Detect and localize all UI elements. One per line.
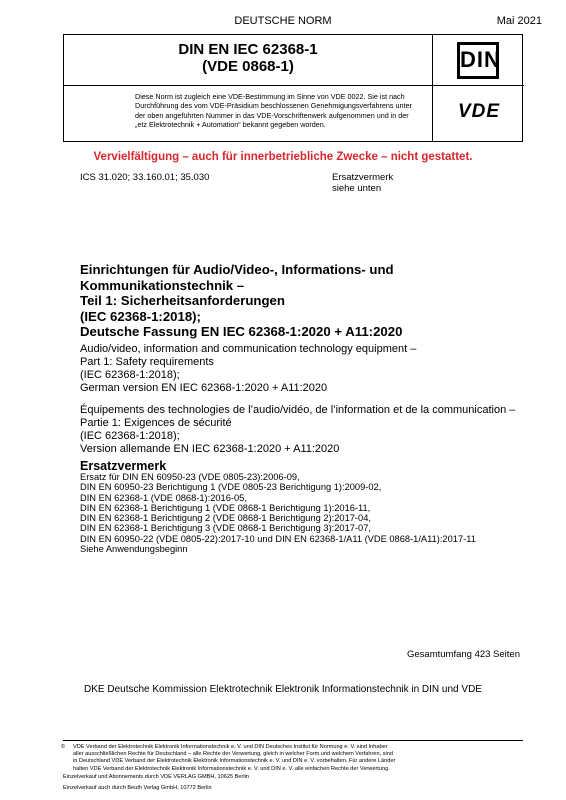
dke-name: DKE Deutsche Kommission Elektrotechnik Elektronik Informationstechnik in DIN und VDE [84,684,482,695]
title-german-line: Einrichtungen für Audio/Video-, Informations- und [80,262,394,277]
din-logo: DIN [457,42,499,79]
replacement-item: DIN EN 60950-22 (VDE 0805-22):2017-10 und DIN EN 62368-1/A11 (VDE 0868-1/A11):2017-11 [80,533,476,544]
footer-rule [63,740,523,741]
title-english-line: Part 1: Safety requirements [80,356,214,368]
sales-info-vde: Einzelverkauf und Abonnements durch VDE VERLAG GMBH, 10625 Berlin [63,774,249,780]
title-french-line: Version allemande EN IEC 62368-1:2020 + A11:2020 [80,443,340,455]
vde-notice-line: Diese Norm ist zugleich eine VDE-Bestimmung im Sinne von VDE 0022. Sie ist nach [135,92,405,101]
replacement-note-line2: siehe unten [332,183,382,194]
replacement-item: DIN EN 62368-1 Berichtigung 3 (VDE 0868-1 Berichtigung 3):2017-07, [80,523,371,534]
title-french-line: Équipements des technologies de l’audio/vidéo, de l’information et de la communication – [80,404,516,416]
standard-number-line1: DIN EN IEC 62368-1 [178,41,318,58]
copyright-line: aller ausschließlichen Rechte für Deutschland – alle Rechte der Verwertung, gleich in welcher Form und welchem Verfahren, sind [73,751,393,758]
title-box-divider [432,35,433,141]
title-german-line: (IEC 62368-1:2018); [80,308,201,324]
vde-notice-line: Durchführung des vom VDE-Präsidium beschlossenen Genehmigungsverfahrens unter [135,101,412,111]
replacement-heading: Ersatzvermerk [80,459,167,473]
vde-notice-line: der oben angeführten Nummer in das VDE-Vorschriftenwerk aufgenommen und in der [135,110,409,120]
copyright-line: halten VDE Verband der Elektrotechnik Elektronik Informationstechnik e. V. und DIN e. V. alle einfachen Rechte der Verwertung. [73,765,390,772]
replacement-item: Siehe Anwendungsbeginn [80,544,188,555]
title-french-line: (IEC 62368-1:2018); [80,430,180,442]
copyright-notice [63,744,523,773]
replacement-list [80,472,550,554]
publication-date: Mai 2021 [496,15,542,27]
title-german-line: Deutsche Fassung EN IEC 62368-1:2020 + A11:2020 [80,324,403,339]
total-pages: Gesamtumfang 423 Seiten [406,649,520,660]
replacement-note [332,172,393,194]
vde-logo: VDE [457,101,501,122]
title-german-line: Kommunikationstechnik – [80,277,245,293]
replacement-item: DIN EN 62368-1 (VDE 0868-1):2016-05, [80,492,247,503]
replacement-item: Ersatz für DIN EN 60950-23 (VDE 0805-23):2006-09, [80,472,300,482]
sales-info-beuth: Einzelverkauf auch durch Beuth Verlag GmbH, 10772 Berlin [63,785,212,791]
title-english [80,343,520,395]
copyright-line: in Deutschland VDE Verband der Elektrotechnik Elektronik Informationstechnik e. V. und DIN e. V. vorbehalten. Für andere Länder [73,758,396,765]
title-english-line: Audio/video, information and communication technology equipment – [80,343,417,355]
title-german-line: Teil 1: Sicherheitsanforderungen [80,293,285,308]
replacement-item: DIN EN 62368-1 Berichtigung 1 (VDE 0868-1 Berichtigung 1):2016-11, [80,502,371,513]
vde-notice [135,92,427,130]
copyright-symbol: © [61,744,66,750]
standard-number-line2: (VDE 0868-1) [202,58,294,75]
title-english-line: German version EN IEC 62368-1:2020 + A11:2020 [80,382,328,394]
title-box-rule [64,85,524,86]
replacement-item: DIN EN 62368-1 Berichtigung 2 (VDE 0868-1 Berichtigung 2):2017-04, [80,513,371,524]
replacement-note-line1: Ersatzvermerk [332,172,394,183]
title-french-line: Partie 1: Exigences de sécurité [80,417,232,429]
replacement-item: DIN EN 60950-23 Berichtigung 1 (VDE 0805-23 Berichtigung 1):2009-02, [80,482,382,493]
norm-type: DEUTSCHE NORM [234,15,332,27]
copyright-line: VDE Verband der Elektrotechnik Elektronik Informationstechnik e. V. und DIN Deutsches Institut für Normung e. V. sind Inhaber [73,744,388,750]
vde-notice-line: „etz Elektrotechnik + Automation“ bekannt gegeben worden. [135,120,326,130]
title-box [63,34,523,142]
reproduction-warning: Vervielfältigung – auch für innerbetriebliche Zwecke – nicht gestattet. [93,151,473,163]
standard-number [64,41,432,75]
title-german [80,262,520,340]
ics-codes: ICS 31.020; 33.160.01; 35.030 [80,172,210,183]
title-french [80,404,550,456]
title-english-line: (IEC 62368-1:2018); [80,369,180,381]
